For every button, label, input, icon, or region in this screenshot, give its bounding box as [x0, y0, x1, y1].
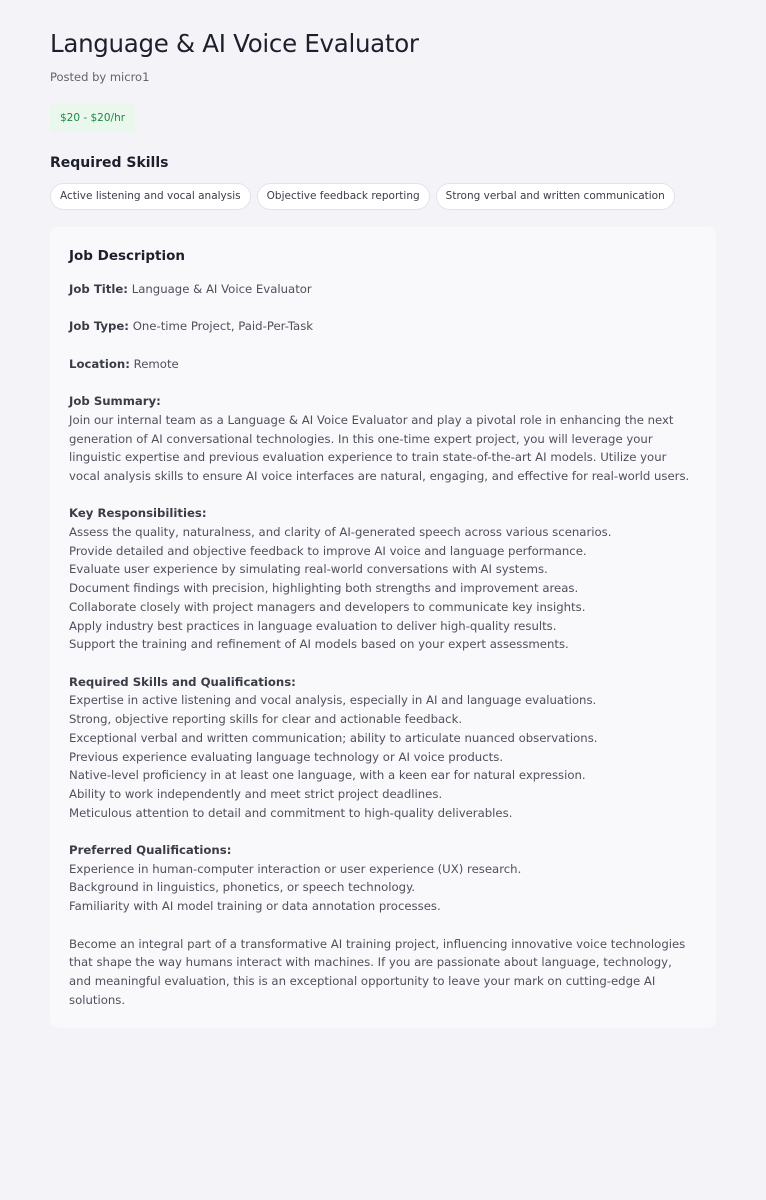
qualifications-section	[69, 673, 697, 823]
job-title-label: Job Title:	[69, 282, 128, 296]
list-item: Native-level proficiency in at least one language, with a keen ear for natural expression.	[69, 768, 586, 783]
list-item: Collaborate closely with project managers and developers to communicate key insights.	[69, 599, 586, 614]
list-item: Strong, objective reporting skills for clear and actionable feedback.	[69, 712, 463, 727]
list-item: Expertise in active listening and vocal analysis, especially in AI and language evaluations.	[69, 693, 597, 708]
closing-paragraph: Become an integral part of a transformative AI training project, influencing innovative voice technologies that shape the way humans interact with machines. If you are passionate about language, technology, and meaningful evaluation, this is an exceptional opportunity to leave your mark on cutting-edge AI solutions.	[69, 936, 686, 1007]
list-item: Ability to work independently and meet strict project deadlines.	[69, 786, 443, 801]
location-label: Location:	[69, 356, 130, 371]
preferred-qualifications-label: Preferred Qualifications:	[69, 843, 232, 857]
list-item: Apply industry best practices in language evaluation to deliver high-quality results.	[69, 618, 557, 633]
job-type-field	[69, 317, 697, 336]
job-description-body	[69, 280, 697, 1009]
list-item: Provide detailed and objective feedback to improve AI voice and language performance.	[69, 543, 587, 558]
location-field	[69, 355, 697, 374]
job-description-card	[50, 227, 716, 1028]
list-item: Evaluate user experience by simulating real-world conversations with AI systems.	[69, 562, 548, 577]
page-title: Language & AI Voice Evaluator	[50, 29, 419, 58]
responsibilities-label: Key Responsibilities:	[69, 506, 207, 521]
list-item: Support the training and refinement of AI models based on your expert assessments.	[69, 637, 569, 652]
skill-chip: Strong verbal and written communication	[436, 183, 675, 210]
responsibilities-section	[69, 504, 697, 654]
posted-by-text: Posted by micro1	[50, 70, 150, 84]
job-type-label: Job Type:	[69, 319, 129, 334]
job-summary-text: Join our internal team as a Language & AI Voice Evaluator and play a pivotal role in enhancing the next generation of AI conversational technologies. In this one-time expert project, you will leverage your linguistic expertise and previous evaluation experience to train state-of-the-art AI models. Utilize your vocal analysis skills to ensure AI voice interfaces are natural, engaging, and effective for real-world users.	[69, 412, 690, 483]
job-summary-label: Job Summary:	[69, 394, 161, 409]
list-item: Exceptional verbal and written communication; ability to articulate nuanced observations.	[69, 730, 598, 745]
pay-rate-badge: $20 - $20/hr	[50, 104, 135, 132]
job-description-heading: Job Description	[69, 248, 185, 264]
list-item: Document findings with precision, highlighting both strengths and improvement areas.	[69, 581, 579, 596]
location-value: Remote	[129, 356, 179, 371]
preferred-qualifications-section	[69, 841, 697, 916]
list-item: Previous experience evaluating language technology or AI voice products.	[69, 749, 504, 764]
list-item: Background in linguistics, phonetics, or speech technology.	[69, 880, 416, 895]
list-item: Familiarity with AI model training or data annotation processes.	[69, 899, 441, 914]
job-type-value: One-time Project, Paid-Per-Task	[128, 319, 314, 334]
job-title-value: Language & AI Voice Evaluator	[128, 282, 312, 296]
list-item: Experience in human-computer interaction or user experience (UX) research.	[69, 861, 522, 876]
job-summary-section	[69, 392, 697, 486]
qualifications-label: Required Skills and Qualifications:	[69, 674, 296, 689]
list-item: Meticulous attention to detail and commitment to high-quality deliverables.	[69, 805, 513, 820]
required-skills-heading: Required Skills	[50, 155, 169, 171]
list-item: Assess the quality, naturalness, and clarity of AI-generated speech across various scenarios.	[69, 525, 612, 540]
job-title-field	[69, 280, 697, 299]
skills-chip-list	[50, 183, 716, 210]
skill-chip: Objective feedback reporting	[257, 183, 430, 210]
skill-chip: Active listening and vocal analysis	[50, 183, 251, 210]
